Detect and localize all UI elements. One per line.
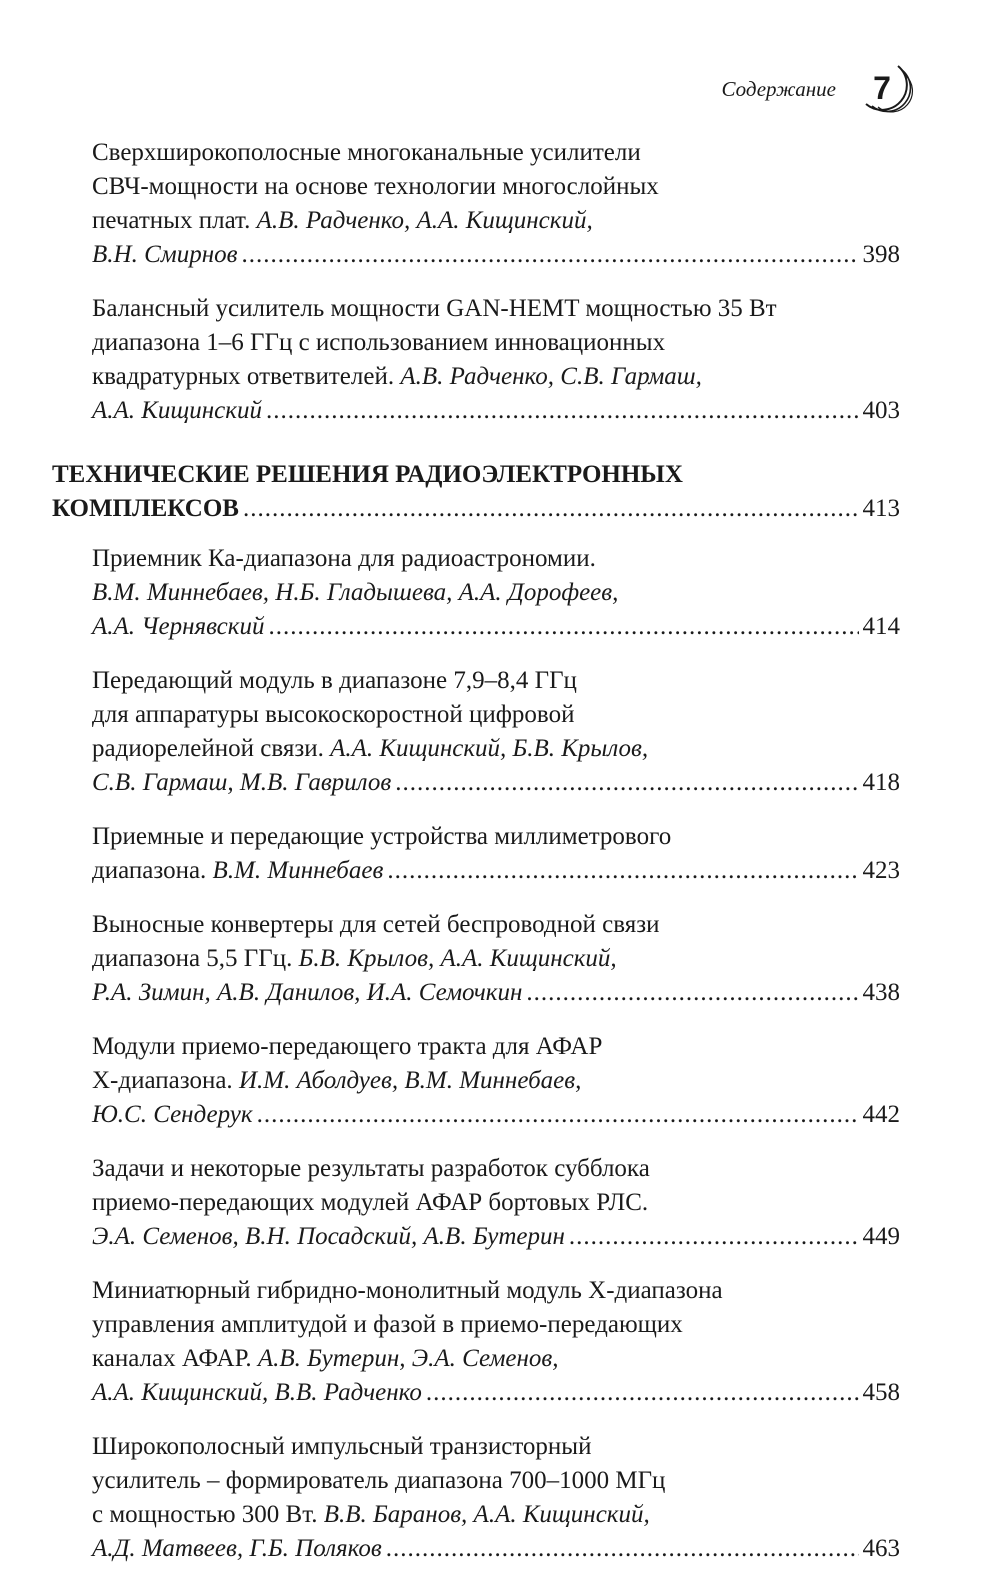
toc-page-number: 403 (862, 397, 900, 424)
toc-page-number: 438 (862, 979, 900, 1006)
running-header (721, 60, 916, 118)
toc-page-number: 423 (862, 857, 900, 884)
toc-page-number: 458 (862, 1379, 900, 1406)
toc-entry[interactable]: Сверхширокополосные многоканальные усилители СВЧ-мощности на основе технологии многослойных печатных плат. А.В. Радченко, А.А. Кищинский, В.Н. Смирнов ..... 398 (92, 136, 900, 272)
toc-page-number: 413 (862, 495, 900, 522)
toc-entry[interactable]: Задачи и некоторые результаты разработок субблока приемо-передающих модулей АФАР бортовых РЛС. Э.А. Семенов, В.Н. Посадский, А.В. Бутерин ..... 449 (92, 1152, 900, 1254)
toc-section-heading[interactable]: ТЕХНИЧЕСКИЕ РЕШЕНИЯ РАДИОЭЛЕКТРОННЫХ КОМПЛЕКСОВ ..... 413 (52, 458, 900, 526)
toc-entry[interactable]: Миниатюрный гибридно-монолитный модуль Х-диапазона управления амплитудой и фазой в приемо-передающих каналах АФАР. А.В. Бутерин, Э.А. Семенов, А.А. Кищинский, В.В. Радченко ..... 458 (92, 1274, 900, 1410)
toc-page-number: 418 (862, 769, 900, 796)
toc-entry[interactable]: Модули приемо-передающего тракта для АФАР Х-диапазона. И.М. Аболдуев, В.М. Миннебаев, Ю.С. Сендерук ..... 442 (92, 1030, 900, 1132)
table-of-contents (52, 136, 900, 1586)
toc-entry[interactable]: Приемные и передающие устройства миллиметрового диапазона. В.М. Миннебаев ..... 423 (92, 820, 900, 888)
toc-page-number: 414 (862, 613, 900, 640)
toc-page-number: 463 (862, 1535, 900, 1562)
toc-page-number: 442 (862, 1101, 900, 1128)
toc-entry[interactable]: Передающий модуль в диапазоне 7,9–8,4 ГГц для аппаратуры высокоскоростной цифровой радиорелейной связи. А.А. Кищинский, Б.В. Крылов, С.В. Гармаш, М.В. Гаврилов ..... 418 (92, 664, 900, 800)
toc-entry[interactable]: Балансный усилитель мощности GAN-HEMT мощностью 35 Вт диапазона 1–6 ГГц с использованием инновационных квадратурных ответвителей. А.В. Радченко, С.В. Гармаш, А.А. Кищинский ..... 403 (92, 292, 900, 428)
toc-entry[interactable]: Приемник Ка-диапазона для радиоастрономии. В.М. Миннебаев, Н.Б. Гладышева, А.А. Дорофеев, А.А. Чернявский ..... 414 (92, 542, 900, 644)
page-number: 7 (873, 70, 891, 106)
toc-entry[interactable]: Выносные конвертеры для сетей беспроводной связи диапазона 5,5 ГГц. Б.В. Крылов, А.А. Кищинский, Р.А. Зимин, А.В. Данилов, И.А. Семочкин ..... 438 (92, 908, 900, 1010)
page-number-badge (858, 60, 916, 118)
running-section-title: Содержание (721, 77, 836, 101)
toc-page-number: 449 (862, 1223, 900, 1250)
toc-page-number: 398 (862, 241, 900, 268)
toc-entry[interactable]: Широкополосный импульсный транзисторный усилитель – формирователь диапазона 700–1000 МГц с мощностью 300 Вт. В.В. Баранов, А.А. Кищинский, А.Д. Матвеев, Г.Б. Поляков ..... 463 (92, 1430, 900, 1566)
